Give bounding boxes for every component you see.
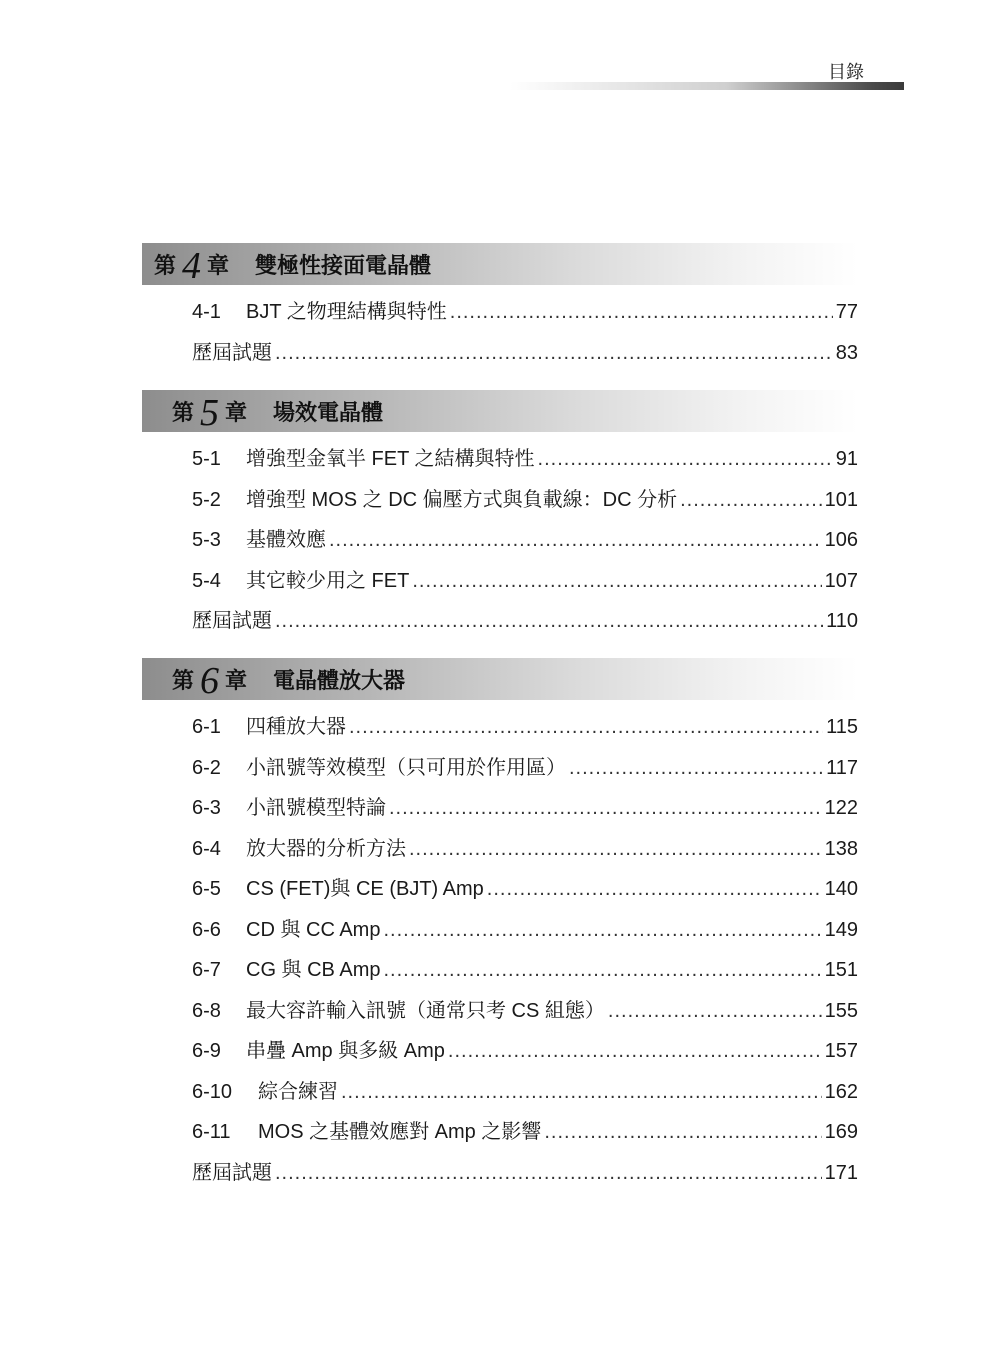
header-label: 目錄 <box>828 62 864 82</box>
chapter-title: 電晶體放大器 <box>273 668 406 694</box>
entry-page: 122 <box>824 797 858 819</box>
entry-title: 其它較少用之 FET <box>246 569 410 592</box>
entry-page: 155 <box>824 999 858 1022</box>
chapter-prefix: 第 <box>154 253 177 279</box>
toc-entry[interactable] <box>192 872 858 913</box>
entry-title: 增強型金氧半 FET 之結構與特性 <box>246 448 535 470</box>
chapter-title: 場效電晶體 <box>273 400 384 426</box>
toc-list <box>142 710 858 1196</box>
dot-leader <box>275 342 833 365</box>
toc-entry[interactable] <box>192 1034 858 1075</box>
toc-entry[interactable] <box>192 832 858 873</box>
chapter-suffix: 章 <box>207 253 230 279</box>
entry-number: 6-5 <box>192 878 221 900</box>
dot-leader <box>412 570 821 593</box>
toc-entry[interactable] <box>192 791 858 832</box>
toc-entry[interactable] <box>192 751 858 792</box>
entry-title: 基體效應 <box>246 529 326 551</box>
entry-page: 138 <box>824 837 858 860</box>
toc-list <box>142 442 858 645</box>
entry-title: CG 與 CB Amp <box>246 959 381 981</box>
dot-leader <box>569 757 823 780</box>
entry-page: 117 <box>826 756 858 779</box>
entry-title: 綜合練習 <box>258 1080 338 1103</box>
dot-leader <box>450 301 833 324</box>
chapter-number: 4 <box>182 245 202 287</box>
chapter-banner <box>142 658 858 700</box>
entry-page: 107 <box>824 569 858 592</box>
dot-leader <box>383 959 821 982</box>
entry-number: 6-9 <box>192 1040 221 1062</box>
entry-number: 5-1 <box>192 448 221 470</box>
entry-title: 最大容許輸入訊號（通常只考 CS 組態） <box>246 999 605 1022</box>
entry-page: 162 <box>824 1080 858 1103</box>
entry-title: 歷屆試題 <box>192 610 272 632</box>
entry-page: 151 <box>824 959 858 981</box>
entry-page: 106 <box>824 529 858 551</box>
toc-entry[interactable] <box>192 295 858 336</box>
chapter-6 <box>142 658 858 1196</box>
entry-title: MOS 之基體效應對 Amp 之影響 <box>258 1121 542 1143</box>
toc-entry[interactable] <box>192 442 858 483</box>
entry-title: 放大器的分析方法 <box>246 837 406 860</box>
dot-leader <box>329 529 822 552</box>
dot-leader <box>409 838 822 861</box>
toc-entry[interactable] <box>192 604 858 645</box>
dot-leader <box>680 489 822 512</box>
dot-leader <box>544 1121 821 1144</box>
toc-list <box>142 295 858 376</box>
entry-title: 四種放大器 <box>246 716 346 738</box>
entry-number: 6-10 <box>192 1080 233 1103</box>
entry-number: 6-1 <box>192 716 221 738</box>
dot-leader <box>448 1040 822 1063</box>
dot-leader <box>383 919 821 942</box>
entry-number: 6-4 <box>192 837 221 860</box>
entry-number: 6-2 <box>192 756 221 779</box>
chapter-banner <box>142 243 858 285</box>
toc-entry[interactable] <box>192 1156 858 1197</box>
chapter-number: 6 <box>200 660 220 702</box>
chapter-prefix: 第 <box>172 668 195 694</box>
entry-number: 6-3 <box>192 797 221 819</box>
entry-page: 169 <box>824 1121 858 1143</box>
chapter-prefix: 第 <box>172 400 195 426</box>
toc-entry[interactable] <box>192 913 858 954</box>
entry-page: 157 <box>824 1040 858 1062</box>
toc-entry[interactable] <box>192 1115 858 1156</box>
entry-page: 149 <box>824 918 858 941</box>
entry-title: 小訊號模型特論 <box>246 797 386 819</box>
entry-title: 小訊號等效模型（只可用於作用區） <box>246 756 566 779</box>
entry-title: 串疊 Amp 與多級 Amp <box>246 1040 445 1062</box>
toc-entry[interactable] <box>192 710 858 751</box>
entry-number: 5-3 <box>192 529 221 551</box>
entry-number: 4-1 <box>192 301 221 323</box>
dot-leader <box>389 797 822 820</box>
header-rule <box>510 82 904 90</box>
dot-leader <box>538 448 833 471</box>
chapter-title: 雙極性接面電晶體 <box>255 253 432 279</box>
entry-page: 91 <box>835 448 858 470</box>
entry-title: 歷屆試題 <box>192 341 272 364</box>
entry-title: CS (FET)與 CE (BJT) Amp <box>246 878 484 900</box>
entry-number: 5-2 <box>192 488 221 511</box>
dot-leader <box>341 1081 822 1104</box>
toc-entry[interactable] <box>192 483 858 524</box>
chapter-suffix: 章 <box>225 668 248 694</box>
entry-title: 歷屆試題 <box>192 1161 272 1184</box>
chapter-number: 5 <box>200 392 220 434</box>
chapter-banner <box>142 390 858 432</box>
entry-page: 110 <box>826 610 858 632</box>
entry-title: BJT 之物理結構與特性 <box>246 301 447 323</box>
entry-page: 115 <box>826 716 858 738</box>
dot-leader <box>487 878 822 901</box>
entry-page: 171 <box>824 1161 858 1184</box>
dot-leader <box>275 1162 822 1185</box>
entry-title: CD 與 CC Amp <box>246 918 381 941</box>
entry-title: 增強型 MOS 之 DC 偏壓方式與負載線：DC 分析 <box>246 488 678 511</box>
toc-entry[interactable] <box>192 1075 858 1116</box>
entry-number: 6-6 <box>192 918 221 941</box>
toc-entry[interactable] <box>192 953 858 994</box>
entry-page: 101 <box>824 488 858 511</box>
dot-leader <box>349 716 823 739</box>
chapter-4 <box>142 243 858 376</box>
chapter-5 <box>142 390 858 645</box>
dot-leader <box>608 1000 822 1023</box>
entry-number: 6-11 <box>192 1121 231 1143</box>
entry-number: 5-4 <box>192 569 221 592</box>
toc-entry[interactable] <box>192 564 858 605</box>
entry-number: 6-8 <box>192 999 221 1022</box>
toc-entry[interactable] <box>192 523 858 564</box>
toc-entry[interactable] <box>192 336 858 377</box>
chapter-suffix: 章 <box>225 400 248 426</box>
dot-leader <box>275 610 823 633</box>
entry-page: 77 <box>835 301 858 323</box>
entry-page: 83 <box>835 341 858 364</box>
toc-entry[interactable] <box>192 994 858 1035</box>
entry-number: 6-7 <box>192 959 221 981</box>
entry-page: 140 <box>824 878 858 900</box>
